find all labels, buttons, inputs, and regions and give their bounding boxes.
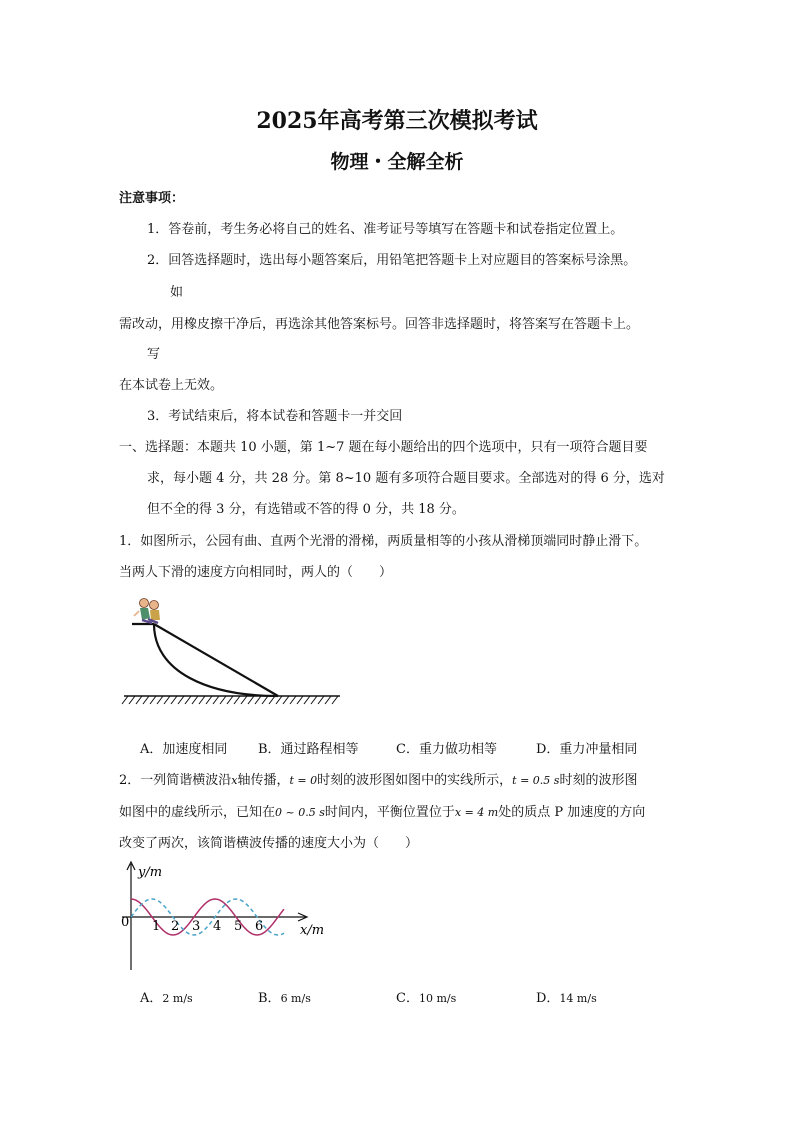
- q2-math-x: x: [231, 774, 238, 787]
- notice-item-2: 2．回答选择题时，选出每小题答案后，用铅笔把答题卡上对应题目的答案标号涂黑。: [147, 253, 637, 268]
- q2-stem-line-1: [119, 769, 637, 788]
- q2-text: 2．一列简谐横波沿: [119, 773, 232, 788]
- slide-figure: [118, 592, 348, 710]
- q2-math-t0: t = 0: [289, 774, 318, 787]
- notice-item-2-wrap-1: 如: [170, 285, 184, 300]
- notice-item-2-wrap-2: 需改动，用橡皮擦干净后，再选涂其他答案标号。回答非选择题时，将答案写在答题卡上。: [119, 317, 640, 332]
- straight-slide: [154, 624, 278, 696]
- x-tick-label: 4: [213, 919, 222, 934]
- q1-option-c: C．重力做功相等: [396, 742, 497, 757]
- wave-graph: [110, 858, 340, 980]
- q1-option-a: A．加速度相同: [140, 742, 228, 757]
- q2-option-c: [396, 987, 456, 1006]
- q2-option-c-value: 10 m/s: [418, 992, 457, 1005]
- x-tick-label: 5: [234, 919, 243, 934]
- section-1-line-3: 但不全的得 3 分，有选错或不答的得 0 分，共 18 分。: [147, 502, 465, 517]
- x-tick-label: 6: [255, 919, 264, 934]
- q1-option-b: B．通过路程相等: [258, 742, 359, 757]
- section-1-line-1: 一、选择题：本题共 10 小题，第 1~7 题在每小题给出的四个选项中，只有一项符合题目要: [119, 440, 648, 455]
- q1-option-d: D．重力冲量相同: [536, 742, 638, 757]
- q2-option-a-value: 2 m/s: [162, 992, 193, 1005]
- q2-stem-line-3: 改变了两次，该简谐横波传播的速度大小为（ ）: [119, 836, 419, 851]
- q2-option-b: [258, 987, 311, 1006]
- children-icon: [134, 599, 160, 624]
- q2-text: 时刻的波形图如图中的实线所示，: [317, 773, 513, 788]
- q2-math-t1: t = 0.5 s: [512, 774, 560, 787]
- q2-stem-line-2: [119, 801, 645, 820]
- q2-option-b-letter: B．: [258, 991, 281, 1006]
- q2-text: 如图中的虚线所示，已知在: [119, 805, 276, 820]
- q2-option-a-letter: A．: [140, 991, 163, 1006]
- q2-option-d-value: 14 m/s: [559, 992, 597, 1005]
- q2-option-a: [140, 987, 193, 1006]
- q2-option-c-letter: C．: [396, 991, 419, 1006]
- q2-text: 处的质点 P 加速度的方向: [498, 805, 646, 820]
- q2-text: 时间内，平衡位置位于: [324, 805, 455, 820]
- notice-item-1: 1．答卷前，考生务必将自己的姓名、准考证号等填写在答题卡和试卷指定位置上。: [147, 222, 624, 237]
- q1-stem-line-2: 当两人下滑的速度方向相同时，两人的（ ）: [119, 565, 393, 580]
- q2-option-d: [536, 987, 597, 1006]
- notice-heading: 注意事项：: [119, 191, 185, 206]
- x-tick-label: 1: [152, 919, 161, 934]
- q2-math-pos: x = 4 m: [454, 806, 499, 819]
- y-axis-label: y/m: [138, 865, 163, 880]
- x-tick-label: 3: [192, 919, 201, 934]
- section-1-line-2: 求，每小题 4 分，共 28 分。第 8~10 题有多项符合题目要求。全部选对的得 6 分，选对: [147, 471, 665, 486]
- q1-stem-line-1: 1．如图所示，公园有曲、直两个光滑的滑梯，两质量相等的小孩从滑梯顶端同时静止滑下。: [119, 534, 648, 549]
- q2-option-d-letter: D．: [536, 991, 560, 1006]
- q2-text: 轴传播，: [237, 773, 290, 788]
- x-axis-label: x/m: [300, 923, 325, 938]
- notice-item-2-wrap-3: 写: [147, 347, 161, 362]
- notice-item-2-wrap-4: 在本试卷上无效。: [119, 378, 224, 393]
- x-tick-label: 2: [171, 919, 180, 934]
- page-title: 2025年高考第三次模拟考试: [256, 108, 538, 134]
- page-subtitle: 物理・全解全析: [330, 151, 464, 173]
- ground-hatch: [122, 696, 340, 704]
- notice-item-3: 3．考试结束后，将本试卷和答题卡一并交回: [147, 409, 403, 424]
- q2-option-b-value: 6 m/s: [280, 992, 311, 1005]
- q2-math-range: 0 ~ 0.5 s: [275, 806, 325, 819]
- origin-label: 0: [121, 915, 130, 930]
- q2-text: 时刻的波形图: [559, 773, 638, 788]
